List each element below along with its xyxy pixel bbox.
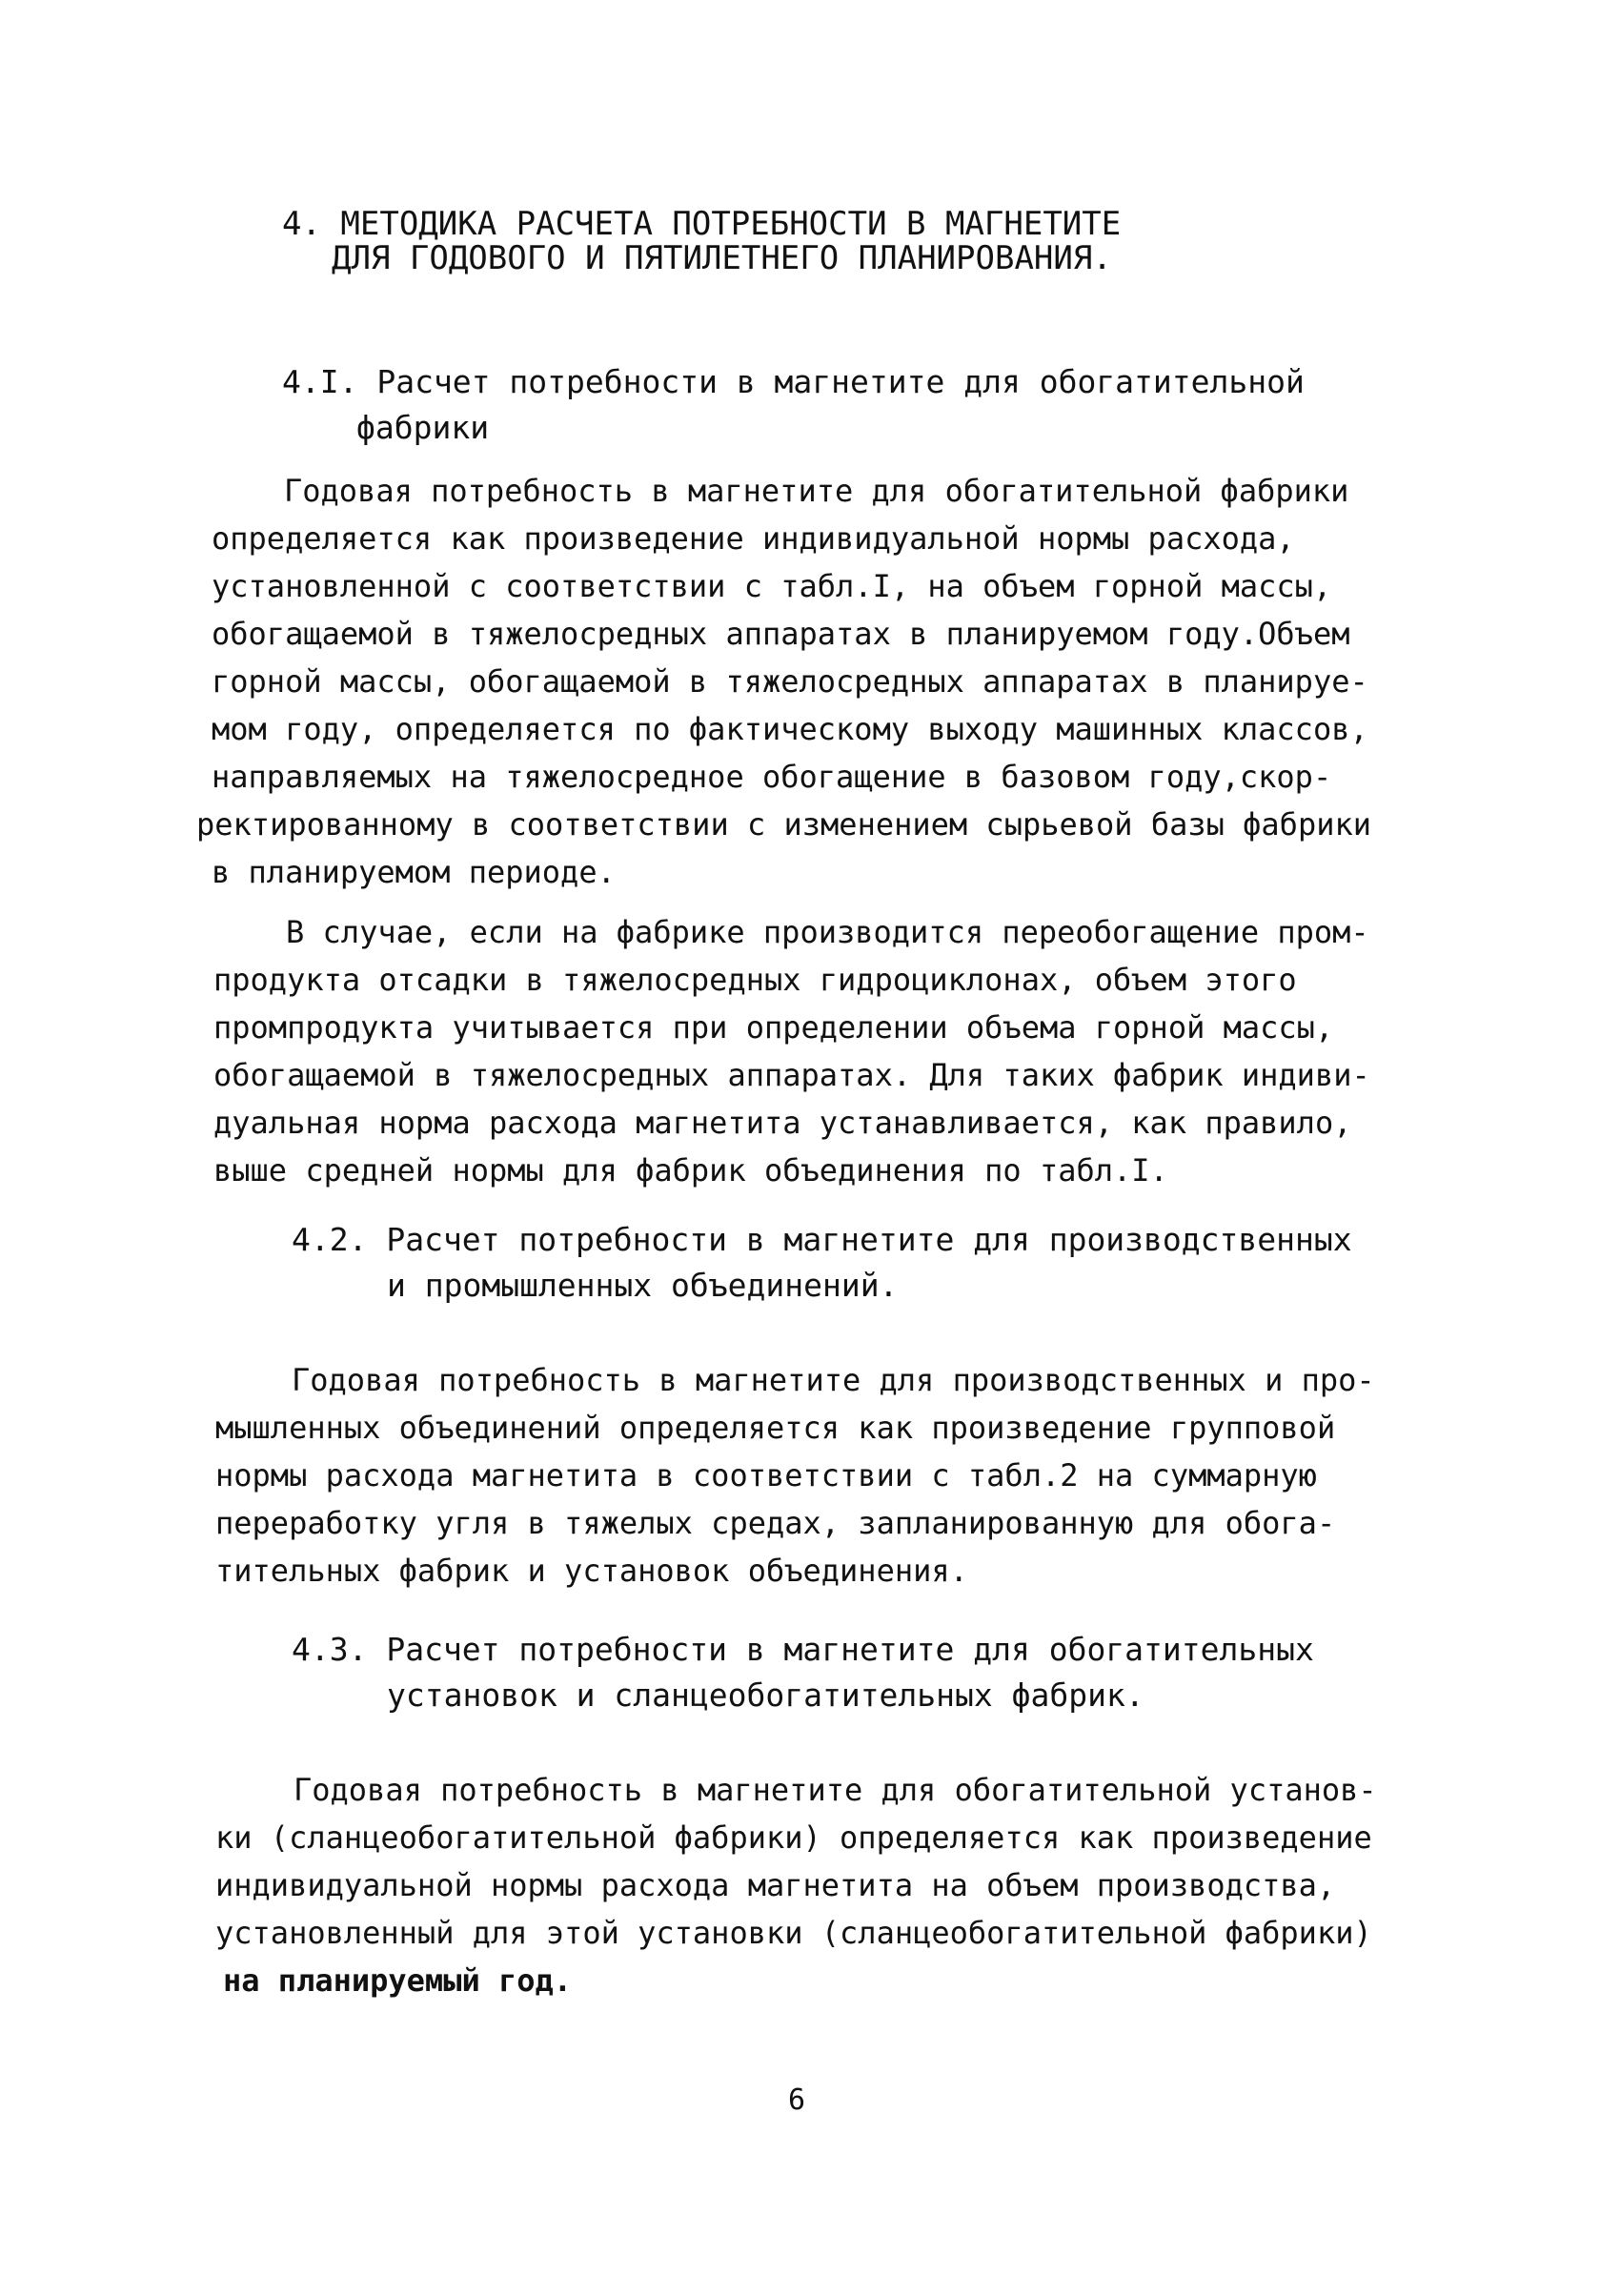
section-4-3-para-line-2: ки (сланцеобогатительной фабрики) определяется как произведение	[215, 1819, 1372, 1856]
document-title-line-2: ДЛЯ ГОДОВОГО И ПЯТИЛЕТНЕГО ПЛАНИРОВАНИЯ.	[332, 239, 1112, 277]
document-title-line-1: 4. МЕТОДИКА РАСЧЕТА ПОТРЕБНОСТИ В МАГНЕТИТЕ	[282, 205, 1122, 243]
section-4-3-para-line-5: на планируемый год.	[223, 1962, 573, 1999]
section-4-1-para-2-line-1: В случае, если на фабрике производится переобогащение пром-	[286, 914, 1369, 950]
section-4-3-para-line-3: индивидуальной нормы расхода магнетита на объем производства,	[215, 1867, 1336, 1903]
section-4-3-para-line-1: Годовая потребность в магнетите для обогатительной установ-	[294, 1772, 1377, 1808]
section-4-2-heading-line-1: 4.2. Расчет потребности в магнетите для производственных	[292, 1221, 1352, 1258]
section-4-1-para-1-line-1: Годовая потребность в магнетите для обогатительной фабрики	[284, 473, 1349, 509]
section-4-1-para-1-line-2: определяется как произведение индивидуальной нормы расхода,	[212, 520, 1295, 557]
page-number: 6	[788, 2083, 806, 2117]
section-4-1-para-1-line-9: в планируемом периоде.	[212, 854, 616, 890]
section-4-3-heading-line-1: 4.3. Расчет потребности в магнетите для обогатительных	[292, 1631, 1314, 1668]
section-4-1-para-1-line-3: установленной с соответствии с табл.I, на объем горной массы,	[212, 568, 1332, 604]
section-4-1-para-2-line-5: дуальная норма расхода магнетита устанавливается, как правило,	[213, 1105, 1352, 1141]
section-4-1-para-2-line-4: обогащаемой в тяжелосредных аппаратах. Для таких фабрик индиви-	[213, 1057, 1370, 1093]
section-4-2-para-line-4: переработку угля в тяжелых средах, запланированную для обога-	[215, 1505, 1336, 1541]
section-4-1-heading-line-2: фабрики	[356, 409, 490, 446]
section-4-1-para-1-line-4: обогащаемой в тяжелосредных аппаратах в планируемом году.Объем	[212, 616, 1350, 652]
section-4-1-heading-line-1: 4.I. Расчет потребности в магнетите для обогатительной	[282, 363, 1305, 400]
section-4-2-para-line-3: нормы расхода магнетита в соответствии с табл.2 на суммарную	[215, 1457, 1317, 1493]
section-4-2-heading-line-2: и промышленных объединений.	[387, 1267, 899, 1304]
section-4-3-heading-line-2: установок и сланцеобогатительных фабрик.	[387, 1676, 1144, 1714]
section-4-3-para-line-4: установленный для этой установки (сланцеобогатительной фабрики)	[215, 1915, 1372, 1951]
section-4-1-para-2-line-2: продукта отсадки в тяжелосредных гидроциклонах, объем этого	[213, 962, 1297, 998]
section-4-2-para-line-1: Годовая потребность в магнетите для производственных и про-	[292, 1362, 1375, 1398]
section-4-1-para-1-line-5: горной массы, обогащаемой в тяжелосредных аппаратах в планируе-	[212, 663, 1368, 700]
section-4-2-para-line-2: мышленных объединений определяется как произведение групповой	[215, 1410, 1336, 1446]
section-4-1-para-2-line-3: промпродукта учитывается при определении объема горной массы,	[213, 1009, 1334, 1046]
section-4-1-para-1-line-8: ректированному в соответствии с изменением сырьевой базы фабрики	[196, 806, 1371, 843]
section-4-2-para-line-5: тительных фабрик и установок объединения.	[215, 1553, 968, 1589]
section-4-1-para-1-line-6: мом году, определяется по фактическому выходу машинных классов,	[212, 711, 1368, 747]
section-4-1-para-1-line-7: направляемых на тяжелосредное обогащение в базовом году,скор-	[212, 759, 1332, 795]
section-4-1-para-2-line-6: выше средней нормы для фабрик объединения по табл.I.	[213, 1152, 1168, 1189]
